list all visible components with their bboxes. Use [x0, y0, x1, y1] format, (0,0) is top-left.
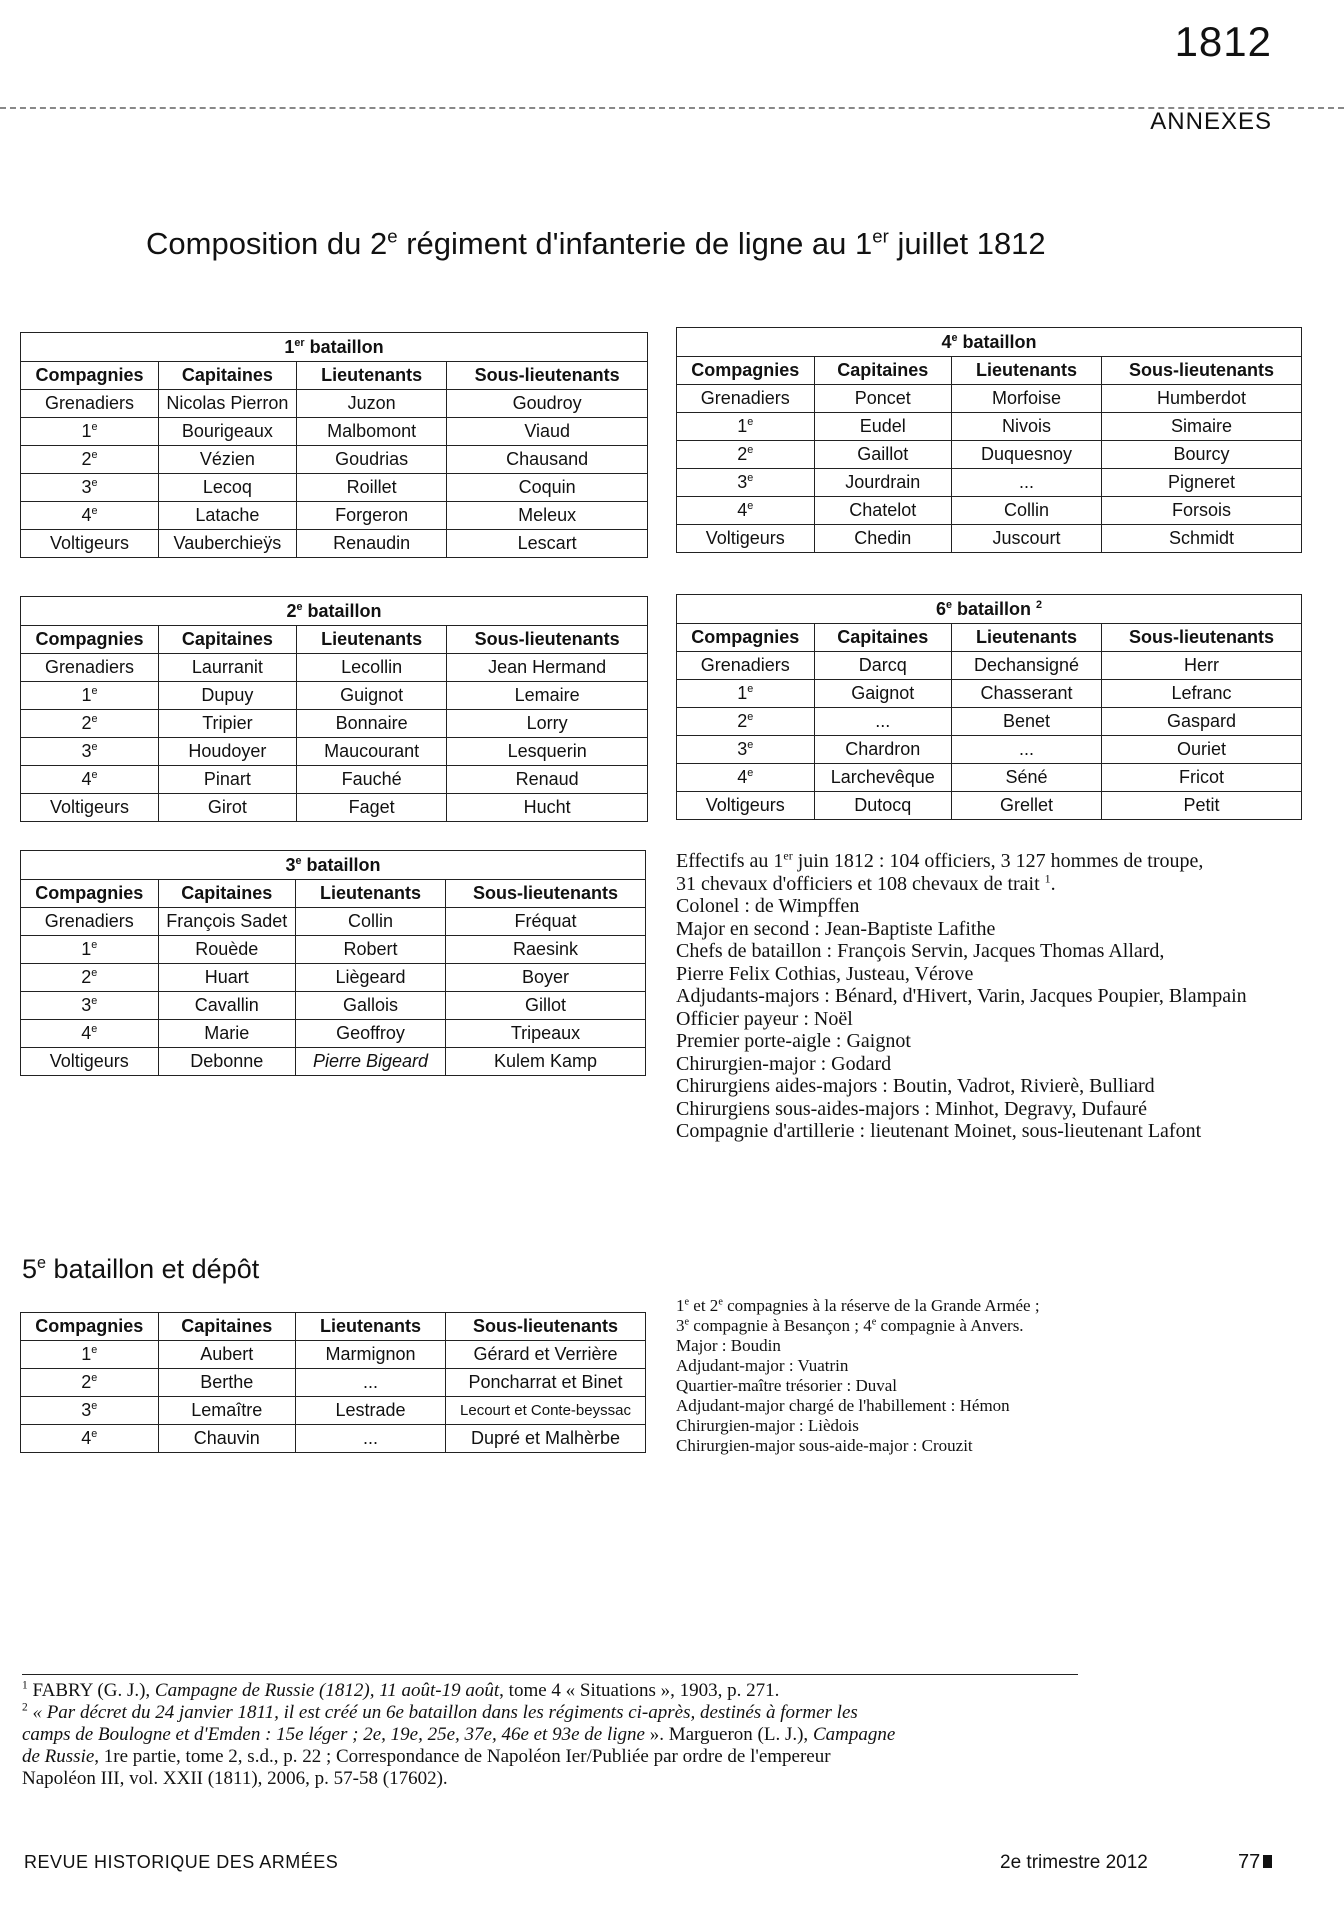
table-cell: Renaud — [447, 766, 648, 794]
table-row — [677, 652, 1302, 680]
column-header: Lieutenants — [952, 357, 1102, 385]
column-header: Capitaines — [814, 357, 952, 385]
table-cell: Gérard et Verrière — [446, 1341, 646, 1369]
table-cell: Debonne — [158, 1048, 296, 1076]
table-cell: Collin — [952, 497, 1102, 525]
effectifs-line: Pierre Felix Cothias, Justeau, Vérove — [676, 962, 974, 985]
table-cell: Faget — [296, 794, 446, 822]
notes-line-2: 3e compagnie à Besançon ; 4e compagnie à Anvers. — [676, 1316, 1024, 1335]
table-row — [21, 766, 648, 794]
table-row — [677, 792, 1302, 820]
effectifs-line: Premier porte-aigle : Gaignot — [676, 1030, 911, 1052]
table-cell: Lescart — [447, 530, 648, 558]
column-header: Lieutenants — [296, 880, 446, 908]
table-row — [677, 441, 1302, 469]
table-cell: Pierre Bigeard — [296, 1048, 446, 1076]
column-header: Lieutenants — [296, 362, 446, 390]
table-row — [21, 1341, 646, 1369]
table-cell: Gillot — [446, 992, 646, 1020]
table-cell: Chasserant — [952, 680, 1102, 708]
table-bataillon-2 — [20, 596, 648, 822]
table-cell: Pinart — [158, 766, 296, 794]
footnotes — [22, 1680, 1082, 1790]
table-cell: Lecoq — [158, 474, 296, 502]
table-cell: Voltigeurs — [21, 530, 159, 558]
table-cell: Malbomont — [296, 418, 446, 446]
table-cell: Grenadiers — [21, 908, 159, 936]
column-header: Compagnies — [21, 1313, 159, 1341]
table-cell: Boyer — [446, 964, 646, 992]
table-cell: Gaillot — [814, 441, 952, 469]
table-cell: ... — [296, 1425, 446, 1453]
table-cell: Poncet — [814, 385, 952, 413]
header-section: ANNEXES — [1150, 108, 1272, 135]
table-cell: Lecollin — [296, 654, 446, 682]
table-bataillon-6 — [676, 594, 1302, 820]
table-cell: Grenadiers — [677, 385, 815, 413]
table-cell: Forsois — [1102, 497, 1302, 525]
table-row — [21, 1397, 646, 1425]
notes-line: Major : Boudin — [676, 1336, 781, 1355]
table-cell: ... — [814, 708, 952, 736]
table-row — [21, 1425, 646, 1453]
table-cell: Hucht — [447, 794, 648, 822]
table-cell: Robert — [296, 936, 446, 964]
table-cell: Guignot — [296, 682, 446, 710]
table-cell: 3e — [21, 474, 159, 502]
table-cell: Lestrade — [296, 1397, 446, 1425]
column-header: Lieutenants — [952, 624, 1102, 652]
notes-line: Adjudant-major chargé de l'habillement : Hémon — [676, 1396, 1010, 1415]
footer-journal: REVUE HISTORIQUE DES ARMÉES — [24, 1852, 339, 1872]
table-cell: Goudroy — [447, 390, 648, 418]
table-cell: Séné — [952, 764, 1102, 792]
table-cell: ... — [952, 736, 1102, 764]
page-marker-icon — [1263, 1855, 1272, 1868]
effectifs-line: Compagnie d'artillerie : lieutenant Moinet, sous-lieutenant Lafont — [676, 1120, 1202, 1142]
table-cell: Petit — [1102, 792, 1302, 820]
table-cell: 4e — [677, 764, 815, 792]
table-row — [21, 502, 648, 530]
table-cell: Renaudin — [296, 530, 446, 558]
table-row — [677, 525, 1302, 553]
table-row — [21, 964, 646, 992]
table-cell: 1e — [677, 680, 815, 708]
table-cell: ... — [952, 469, 1102, 497]
table-cell: 2e — [21, 446, 159, 474]
column-header: Capitaines — [158, 362, 296, 390]
effectifs-line: Chirurgiens aides-majors : Boutin, Vadrot, Rivierè, Bulliard — [676, 1075, 1155, 1097]
table-bataillon-1 — [20, 332, 648, 558]
table-cell: 2e — [677, 708, 815, 736]
table-cell: Lièg​eard — [296, 964, 446, 992]
table-cell: Fricot — [1102, 764, 1302, 792]
table-cell: Grellet — [952, 792, 1102, 820]
table-cell: 4e — [21, 1425, 159, 1453]
table-cell: 1e — [21, 936, 159, 964]
table-row — [21, 794, 648, 822]
effectifs-text — [676, 850, 1247, 1143]
table-cell: Gallois — [296, 992, 446, 1020]
table-cell: Fauché — [296, 766, 446, 794]
column-header: Compagnies — [21, 880, 159, 908]
table-row — [677, 497, 1302, 525]
column-header: Compagnies — [677, 357, 815, 385]
footnote-2-line-4: Napoléon III, vol. XXII (1811), 2006, p. 57-58 (17602). — [22, 1768, 448, 1789]
table-cell: Marie — [158, 1020, 296, 1048]
table-cell: Schmidt — [1102, 525, 1302, 553]
column-header: Capitaines — [158, 1313, 296, 1341]
table-bataillon-3 — [20, 850, 646, 1076]
table-cell: Larchevêque — [814, 764, 952, 792]
table-cell: Dupré et Malhèrbe — [446, 1425, 646, 1453]
table-row — [677, 736, 1302, 764]
notes-line: Quartier-maître trésorier : Duval — [676, 1376, 898, 1395]
header-rule — [0, 107, 1344, 109]
table-cell: Vauberchieÿs — [158, 530, 296, 558]
table-cell: Lefranc — [1102, 680, 1302, 708]
table-cell: Chausand — [447, 446, 648, 474]
table-cell: Vézien — [158, 446, 296, 474]
table-cell: Voltigeurs — [21, 794, 159, 822]
table-cell: Jean Hermand — [447, 654, 648, 682]
table-caption: 1er bataillon — [21, 333, 648, 362]
effectifs-line: Adjudants-majors : Bénard, d'Hivert, Varin, Jacques Poupier, Blampain — [676, 985, 1247, 1007]
table-cell: Marmignon — [296, 1341, 446, 1369]
table-cell: 4e — [21, 1020, 159, 1048]
table-cell: Lemaître — [158, 1397, 296, 1425]
table-cell: Tripeaux — [446, 1020, 646, 1048]
effectifs-line: Chirurgiens sous-aides-majors : Minhot, Degravy, Dufauré — [676, 1097, 1148, 1120]
footnote-rule — [22, 1674, 1078, 1675]
table-cell: 3e — [677, 736, 815, 764]
table-row — [677, 385, 1302, 413]
footnote-2-line-1: $^2$ « Par décret du 24 janvier 1811, il est créé un 6e bataillon dans les régiments ci-après, destinés à former les — [22, 1701, 858, 1723]
section-5-heading: 5e bataillon et dépôt — [22, 1254, 260, 1284]
table-cell: Pigneret — [1102, 469, 1302, 497]
table-cell: 4e — [21, 766, 159, 794]
table-cell: Humberdot — [1102, 385, 1302, 413]
page-title: Composition du 2e régiment d'infanterie de ligne au 1er juillet 1812 — [146, 225, 1046, 261]
table-cell: Voltigeurs — [677, 525, 815, 553]
table-cell: Darcq — [814, 652, 952, 680]
table-cell: Poncharrat et Binet — [446, 1369, 646, 1397]
footnote-1: $^1$ FABRY (G. J.), Campagne de Russie (1812), 11 août-19 août, tome 4 « Situations », 1903, p. 271. — [22, 1679, 780, 1701]
table-cell: Geoffroy — [296, 1020, 446, 1048]
table-caption: 2e bataillon — [21, 597, 648, 626]
table-cell: Dutocq — [814, 792, 952, 820]
table-cell: Grenadiers — [21, 654, 159, 682]
table-cell: Bourigeaux — [158, 418, 296, 446]
table-cell: 4e — [677, 497, 815, 525]
table-cell: Tripier — [158, 710, 296, 738]
table-cell: Simaire — [1102, 413, 1302, 441]
table-cell: Eudel — [814, 413, 952, 441]
table-row — [21, 1020, 646, 1048]
table-cell: Aubert — [158, 1341, 296, 1369]
table-cell: Nivois — [952, 413, 1102, 441]
footer-page: 77 — [1238, 1851, 1272, 1874]
table-cell: Jourdrain — [814, 469, 952, 497]
table-cell: Juzon — [296, 390, 446, 418]
table-cell: François Sadet — [158, 908, 296, 936]
table-caption: 6e bataillon $^2$ — [677, 595, 1302, 624]
table-cell: Goudrias — [296, 446, 446, 474]
table-cell: Ouriet — [1102, 736, 1302, 764]
table-cell: Huart — [158, 964, 296, 992]
table-cell: Laurranit — [158, 654, 296, 682]
table-cell: Latache — [158, 502, 296, 530]
table-cell: Berthe — [158, 1369, 296, 1397]
table-row — [21, 446, 648, 474]
effectifs-line: Chirurgien-major : Godard — [676, 1052, 892, 1075]
table-cell: 1e — [21, 682, 159, 710]
column-header: Sous-lieutenants — [446, 1313, 646, 1341]
table-cell: Forgeron — [296, 502, 446, 530]
table-cell: Chedin — [814, 525, 952, 553]
table-cell: 3e — [677, 469, 815, 497]
table-cell: 2e — [677, 441, 815, 469]
table-cell: 3e — [21, 992, 159, 1020]
section-5-notes — [676, 1296, 1040, 1456]
column-header: Capitaines — [158, 880, 296, 908]
table-row — [21, 908, 646, 936]
table-cell: Viaud — [447, 418, 648, 446]
table-cell: 2e — [21, 964, 159, 992]
table-row — [21, 1369, 646, 1397]
column-header: Lieutenants — [296, 1313, 446, 1341]
footnote-2-line-2: camps de Boulogne et d'Emden : 15e léger ; 2e, 19e, 25e, 37e, 46e et 93e de ligne ». Margueron (L. J.), Campagne — [22, 1724, 896, 1745]
table-row — [21, 390, 648, 418]
table-cell: Voltigeurs — [21, 1048, 159, 1076]
column-header: Compagnies — [677, 624, 815, 652]
table-cell: Girot — [158, 794, 296, 822]
table-cell: Voltigeurs — [677, 792, 815, 820]
table-bataillon-4 — [676, 327, 1302, 553]
column-header: Sous-lieutenants — [446, 880, 646, 908]
table-cell: Lecourt et Conte-beyssac — [446, 1397, 646, 1425]
table-cell: Grenadiers — [21, 390, 159, 418]
table-cell: Cavallin — [158, 992, 296, 1020]
table-row — [677, 764, 1302, 792]
table-cell: Grenadiers — [677, 652, 815, 680]
footer-issue: 2e trimestre 2012 — [1000, 1852, 1148, 1873]
table-row — [21, 654, 648, 682]
column-header: Capitaines — [158, 626, 296, 654]
table-row — [21, 936, 646, 964]
table-cell: 2e — [21, 1369, 159, 1397]
table-cell: ... — [296, 1369, 446, 1397]
table-row — [21, 474, 648, 502]
table-row — [677, 413, 1302, 441]
column-header: Compagnies — [21, 626, 159, 654]
table-cell: Maucourant — [296, 738, 446, 766]
table-caption: 4e bataillon — [677, 328, 1302, 357]
table-cell: Benet — [952, 708, 1102, 736]
table-cell: 2e — [21, 710, 159, 738]
notes-line: Adjudant-major : Vuatrin — [676, 1356, 849, 1375]
table-cell: Bonnaire — [296, 710, 446, 738]
table-row — [21, 1048, 646, 1076]
table-cell: Bourcy — [1102, 441, 1302, 469]
table-row — [677, 680, 1302, 708]
header-year: 1812 — [1174, 18, 1272, 65]
column-header: Compagnies — [21, 362, 159, 390]
table-cell: Juscourt — [952, 525, 1102, 553]
table-cell: 1e — [677, 413, 815, 441]
table-cell: Gaspard — [1102, 708, 1302, 736]
table-cell: 1e — [21, 418, 159, 446]
table-cell: Dechansigné — [952, 652, 1102, 680]
table-bataillon-5 — [20, 1312, 646, 1453]
column-header: Capitaines — [814, 624, 952, 652]
column-header: Sous-lieutenants — [1102, 624, 1302, 652]
column-header: Sous-lieutenants — [447, 626, 648, 654]
table-cell: Rouède — [158, 936, 296, 964]
table-cell: Chardron — [814, 736, 952, 764]
effectifs-line: Colonel : de Wimpffen — [676, 895, 860, 917]
table-cell: Nicolas Pierron — [158, 390, 296, 418]
table-row — [21, 682, 648, 710]
table-row — [21, 418, 648, 446]
footnote-2-line-3: de Russie, 1re partie, tome 2, s.d., p. 22 ; Correspondance de Napoléon Ier/Publiée par ordre de l'empereur — [22, 1746, 831, 1767]
table-cell: Houdoyer — [158, 738, 296, 766]
table-cell: Fréquat — [446, 908, 646, 936]
table-cell: Raesink — [446, 936, 646, 964]
table-cell: Morfoise — [952, 385, 1102, 413]
notes-line: Chirurgien-major : Lièdois — [676, 1416, 859, 1435]
table-cell: 1e — [21, 1341, 159, 1369]
table-cell: Chauvin — [158, 1425, 296, 1453]
table-cell: Gaignot — [814, 680, 952, 708]
effectifs-line: Officier payeur : Noël — [676, 1007, 853, 1030]
table-cell: Roillet — [296, 474, 446, 502]
effectifs-line-1: Effectifs au 1er juin 1812 : 104 officiers, 3 127 hommes de troupe, — [676, 848, 1204, 872]
column-header: Sous-lieutenants — [447, 362, 648, 390]
table-row — [21, 710, 648, 738]
effectifs-line-2: 31 chevaux d'officiers et 108 chevaux de trait $^1$. — [676, 870, 1056, 895]
table-row — [21, 738, 648, 766]
table-row — [677, 469, 1302, 497]
notes-line: Chirurgien-major sous-aide-major : Crouzit — [676, 1436, 973, 1455]
column-header: Sous-lieutenants — [1102, 357, 1302, 385]
table-cell: Meleux — [447, 502, 648, 530]
effectifs-line: Major en second : Jean-Baptiste Lafithe — [676, 917, 996, 940]
table-cell: Kulem Kamp — [446, 1048, 646, 1076]
table-row — [21, 530, 648, 558]
table-cell: Dupuy — [158, 682, 296, 710]
table-cell: Duquesnoy — [952, 441, 1102, 469]
table-cell: 3e — [21, 738, 159, 766]
table-cell: Herr — [1102, 652, 1302, 680]
table-cell: Lesquerin — [447, 738, 648, 766]
table-cell: Collin — [296, 908, 446, 936]
column-header: Lieutenants — [296, 626, 446, 654]
notes-line-1: 1e et 2e compagnies à la réserve de la Grande Armée ; — [676, 1296, 1040, 1315]
table-row — [677, 708, 1302, 736]
table-row — [21, 992, 646, 1020]
table-cell: 4e — [21, 502, 159, 530]
effectifs-line: Chefs de bataillon : François Servin, Jacques Thomas Allard, — [676, 940, 1165, 962]
table-cell: Lemaire — [447, 682, 648, 710]
table-caption: 3e bataillon — [21, 851, 646, 880]
table-cell: Coquin — [447, 474, 648, 502]
table-cell: 3e — [21, 1397, 159, 1425]
table-cell: Lorry — [447, 710, 648, 738]
table-cell: Chatelot — [814, 497, 952, 525]
